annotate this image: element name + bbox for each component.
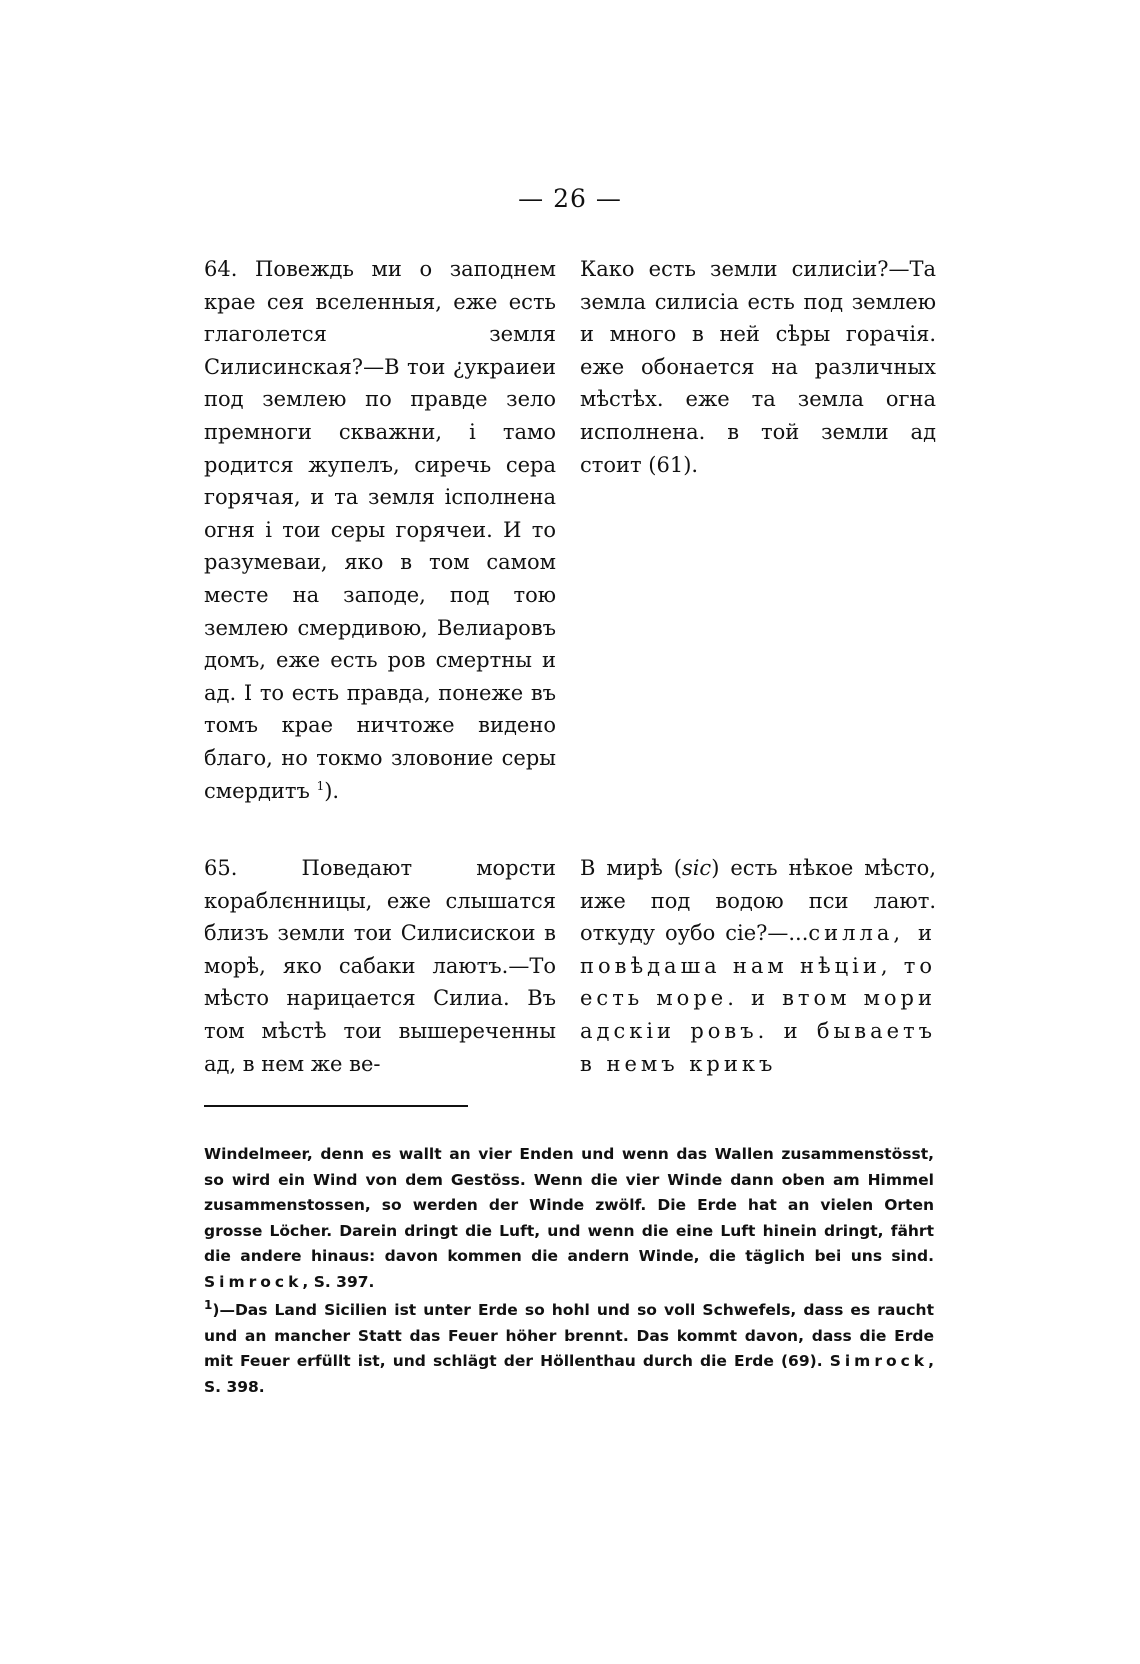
footnote-1 <box>204 1298 934 1400</box>
entry-65-russian-text: 65. Поведают морсти кораблєнницы, еже слышатся близъ земли тои Силисискои в морѣ, яко сабаки лаютъ.—То мѣсто нарицается Силиа. Въ том мѣстѣ тои вышереченны ад, в нем же ве- <box>204 856 556 1076</box>
entry-65-parallel-text <box>580 852 936 1080</box>
entry-65-right-start: В мирѣ ( <box>580 856 682 880</box>
footnote-1-author: Simrock <box>829 1352 929 1371</box>
entry-64-end: ). <box>324 778 340 803</box>
footnote-1-mark: 1 <box>204 1297 213 1312</box>
footnote-continued-body: Windelmeer, denn es wallt an vier Enden und wenn das Wallen zusammenstösst, so wird ein Wind von dem Gestöss. Wenn die vier Winde dann oben am Himmel zusammenstossen, so werden der Winde zwölf. Die Erde hat an vielen Orten grosse Löcher. Darein dringt die Luft, und wenn die eine Luft hinein dringt, fährt die andere hinaus: davon kommen die andern Winde, die täglich bei uns sind. <box>204 1145 934 1266</box>
footnote-continued-ref: , S. 397. <box>302 1272 375 1291</box>
footnote-continued-author: Simrock <box>204 1272 303 1291</box>
sic-mark: sic <box>681 856 712 880</box>
entry-65-right-middle: ) есть нѣкое мѣсто, иже под водою пси лают. откуду оубо сіе?—... <box>580 856 936 946</box>
footnote-continued <box>204 1142 934 1296</box>
entry-64-russian-text <box>204 253 556 807</box>
entry-65-right-spaced: силла, и повѣдаша нам нѣціи, то есть море. и втом мори адскіи ровъ. и бываетъ в немъ крикъ <box>580 921 936 1076</box>
footnote-ref-1: 1 <box>316 778 325 793</box>
page-number: — 26 — <box>518 184 622 213</box>
entry-64-body: 64. Повеждь ми о заподнем крае сея вселенныя, еже есть глаголется земля Силисинская?—В тои ¿украиеи под землею по правде зело премноги скважни, і тамо родится жупелъ, сиречь сера горячая, и та земля ісполнена огня і тои серы горячеи. И то разумеваи, яко в том самом месте на заподе, под тою землею смердивою, Велиаровъ домъ, еже есть ров смертны и ад. І то есть правда, понеже въ томъ крае ничтоже видено благо, но токмо зловоние серы смердитъ <box>204 257 556 803</box>
footnote-1-ref: , S. 398. <box>204 1352 934 1396</box>
entry-64-parallel-text: Како есть земли силисіи?—Та земла силисіа есть под землею и много в ней сѣры горачія. еже обонается на различных мѣстѣх. еже та земла огна исполнена. в той земли ад стоит (61). <box>580 257 936 477</box>
footnote-divider <box>204 1105 468 1107</box>
footnote-1-text: )—Das Land Sicilien ist unter Erde so hohl und so voll Schwefels, dass es raucht und an mancher Statt das Feuer höher brennt. Das kommt davon, dass die Erde mit Feuer erfüllt ist, und schlägt der Höllenthau durch die Erde (69). <box>204 1301 934 1371</box>
